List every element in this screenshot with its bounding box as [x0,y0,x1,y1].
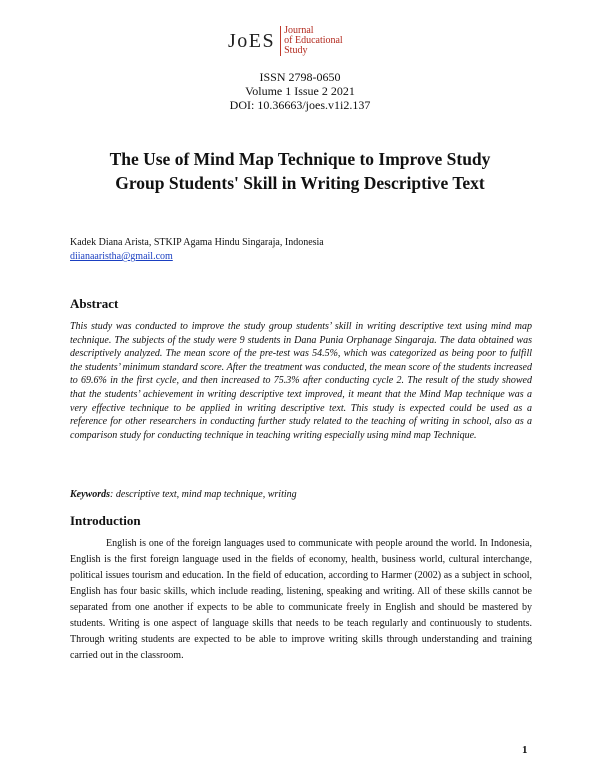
journal-logo [228,26,343,56]
logo-mark: JoES [228,29,276,52]
volume-issue: Volume 1 Issue 2 2021 [245,84,355,98]
logo-name-line: Study [284,45,308,56]
author-affiliation: Kadek Diana Arista, STKIP Agama Hindu Singaraja, Indonesia [70,237,324,248]
logo-journal-name [284,26,343,56]
keywords-line [70,489,297,500]
abstract-heading: Abstract [70,296,119,311]
page-number: 1 [522,744,528,756]
logo-name-line: Journal [284,25,314,36]
author-email-link[interactable]: diianaaristha@gmail.com [70,251,173,262]
title-line: Group Students' Skill in Writing Descriptive Text [115,173,485,193]
abstract-text: This study was conducted to improve the study group students’ skill in writing descriptive text using mind map technique. The subjects of the study were 9 students in Dana Punia Orphanage Singaraja. The data obtained was descriptively analyzed. The mean score of the pre-test was 54.5%, which was categorized as being poor to fulfill the students’ minimum standard score. After the treatment was conducted, the mean score of the students increased to 69.6% in the first cycle, and then increased to 75.3% after conducting cycle 2. The result of the study showed that the students’ achievement in writing descriptive text improved, it meant that the Mind Map technique was a very effective technique to be applied in writing descriptive text. This study is expected could be used as a reference for other researchers in conducting further study related to the teaching of writing in school, also as a comparison study for conducting technique in teaching writing especially using mind map Technique. [70,321,532,441]
keywords-label: Keywords [70,489,110,500]
paper-title [60,147,540,195]
title-line: The Use of Mind Map Technique to Improve Study [109,149,491,169]
logo-name-line: of Educational [284,35,343,46]
keywords-text: : descriptive text, mind map technique, writing [110,489,297,500]
introduction-text: English is one of the foreign languages used to communicate with people around the world. In Indonesia, English is the first foreign language used in the fields of economy, health, business world, cultural interchange, political issues tourism and education. In the field of education, according to Harmer (2002) as a subject in school, English has four basic skills, which include reading, listening, speaking and writing. All of these skills cannot be separated from one another if expects to be able to communicate freely in English and should be mastered by students. Writing is one aspect of language skills that needs to be teach regularly and continuously to students. Through writing students are expected to be able to improve writing skills through understanding and training carried out in the classroom. [70,538,532,661]
doi: DOI: 10.36663/joes.v1i2.137 [229,98,371,112]
introduction-heading: Introduction [70,513,141,528]
journal-meta [0,70,600,112]
author-block [70,236,324,264]
issn: ISSN 2798-0650 [259,70,341,84]
logo-divider [280,26,281,56]
